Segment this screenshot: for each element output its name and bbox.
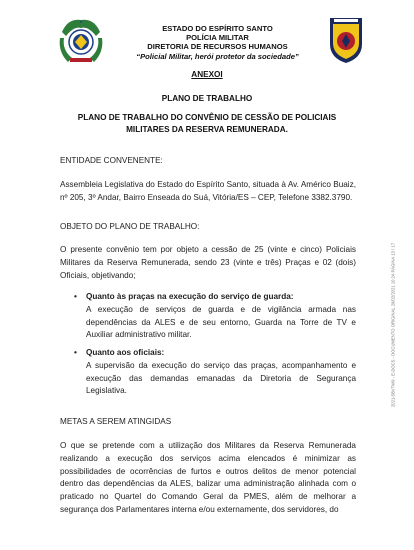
document-header [110,24,325,61]
entity-heading: ENTIDADE CONVENENTE: [60,156,163,165]
bullet-text: A execução de serviços de guarda e de vigilância armada nas dependências da ALES e de seu entorno, Guarda na Torre de TV e Auxiliar administrativo militar. [86,304,356,340]
agreement-title-line-1: PLANO DE TRABALHO DO CONVÊNIO DE CESSÃO DE POLICIAIS [77,113,337,122]
svg-text:★: ★ [79,19,83,24]
bullet-title: Quanto aos oficiais: [86,348,165,357]
side-stamp [386,150,400,500]
goals-text: O que se pretende com a utilização dos Militares da Reserva Remunerada realizando a execução dos serviços acima elencados é minimizar as possibilidades de ocorrências de furtos e outros delitos de menor potencial dentro das dependências da ALES, balizar uma administração alinhada com o praticado no Quartel do Comando Geral da PMES, além de melhorar a segurança dos Parlamentares interna e/ou externamente, dos servidores, do [60,441,356,514]
bullet-praças [74,291,356,342]
plan-title: PLANO DE TRABALHO [161,94,253,103]
annex-title: ANEXOI [191,70,223,79]
side-stamp-text: 2021-5BVTW9 - E-DOCS - DOCUMENTO ORIGINAL 29/02/2021 10:24 PÁGINA 13 / 17 [390,242,396,408]
header-directorate: DIRETORIA DE RECURSOS HUMANOS [147,42,288,52]
bullet-text: A supervisão da execução do serviço das praças, acompanhamento e execução das demandas emanadas da Diretoria de Segurança Legislativa. [86,360,356,396]
agreement-title [40,112,374,136]
header-state: ESTADO DO ESPÍRITO SANTO [162,24,273,33]
espirito-santo-crest-icon [58,14,104,66]
header-motto: “Policial Militar, herói protetor da sociedade” [136,51,299,61]
pmes-badge-icon [328,14,364,64]
header-police: POLÍCIA MILITAR [186,33,249,43]
bullet-icon: • [74,348,77,357]
entity-text: Assembleia Legislativa do Estado do Espírito Santo, situada à Av. Américo Buaiz, nº 205, 3º Andar, Bairro Enseada do Suá, Vitória/ES – CEP, Telefone 3382.3790. [60,180,356,202]
object-text: O presente convênio tem por objeto a cessão de 25 (vinte e cinco) Policiais Militares da Reserva Remunerada, sendo 23 (vinte e três) Praças e 02 (dois) Oficiais, objetivando; [60,245,356,280]
bullet-title: Quanto às praças na execução do serviço de guarda: [86,292,294,301]
bullet-icon: • [74,292,77,301]
goals-heading: METAS A SEREM ATINGIDAS [60,417,172,426]
agreement-title-line-2: MILITARES DA RESERVA REMUNERADA. [126,125,288,134]
bullet-oficiais [74,347,356,398]
object-heading: OBJETO DO PLANO DE TRABALHO: [60,222,200,231]
